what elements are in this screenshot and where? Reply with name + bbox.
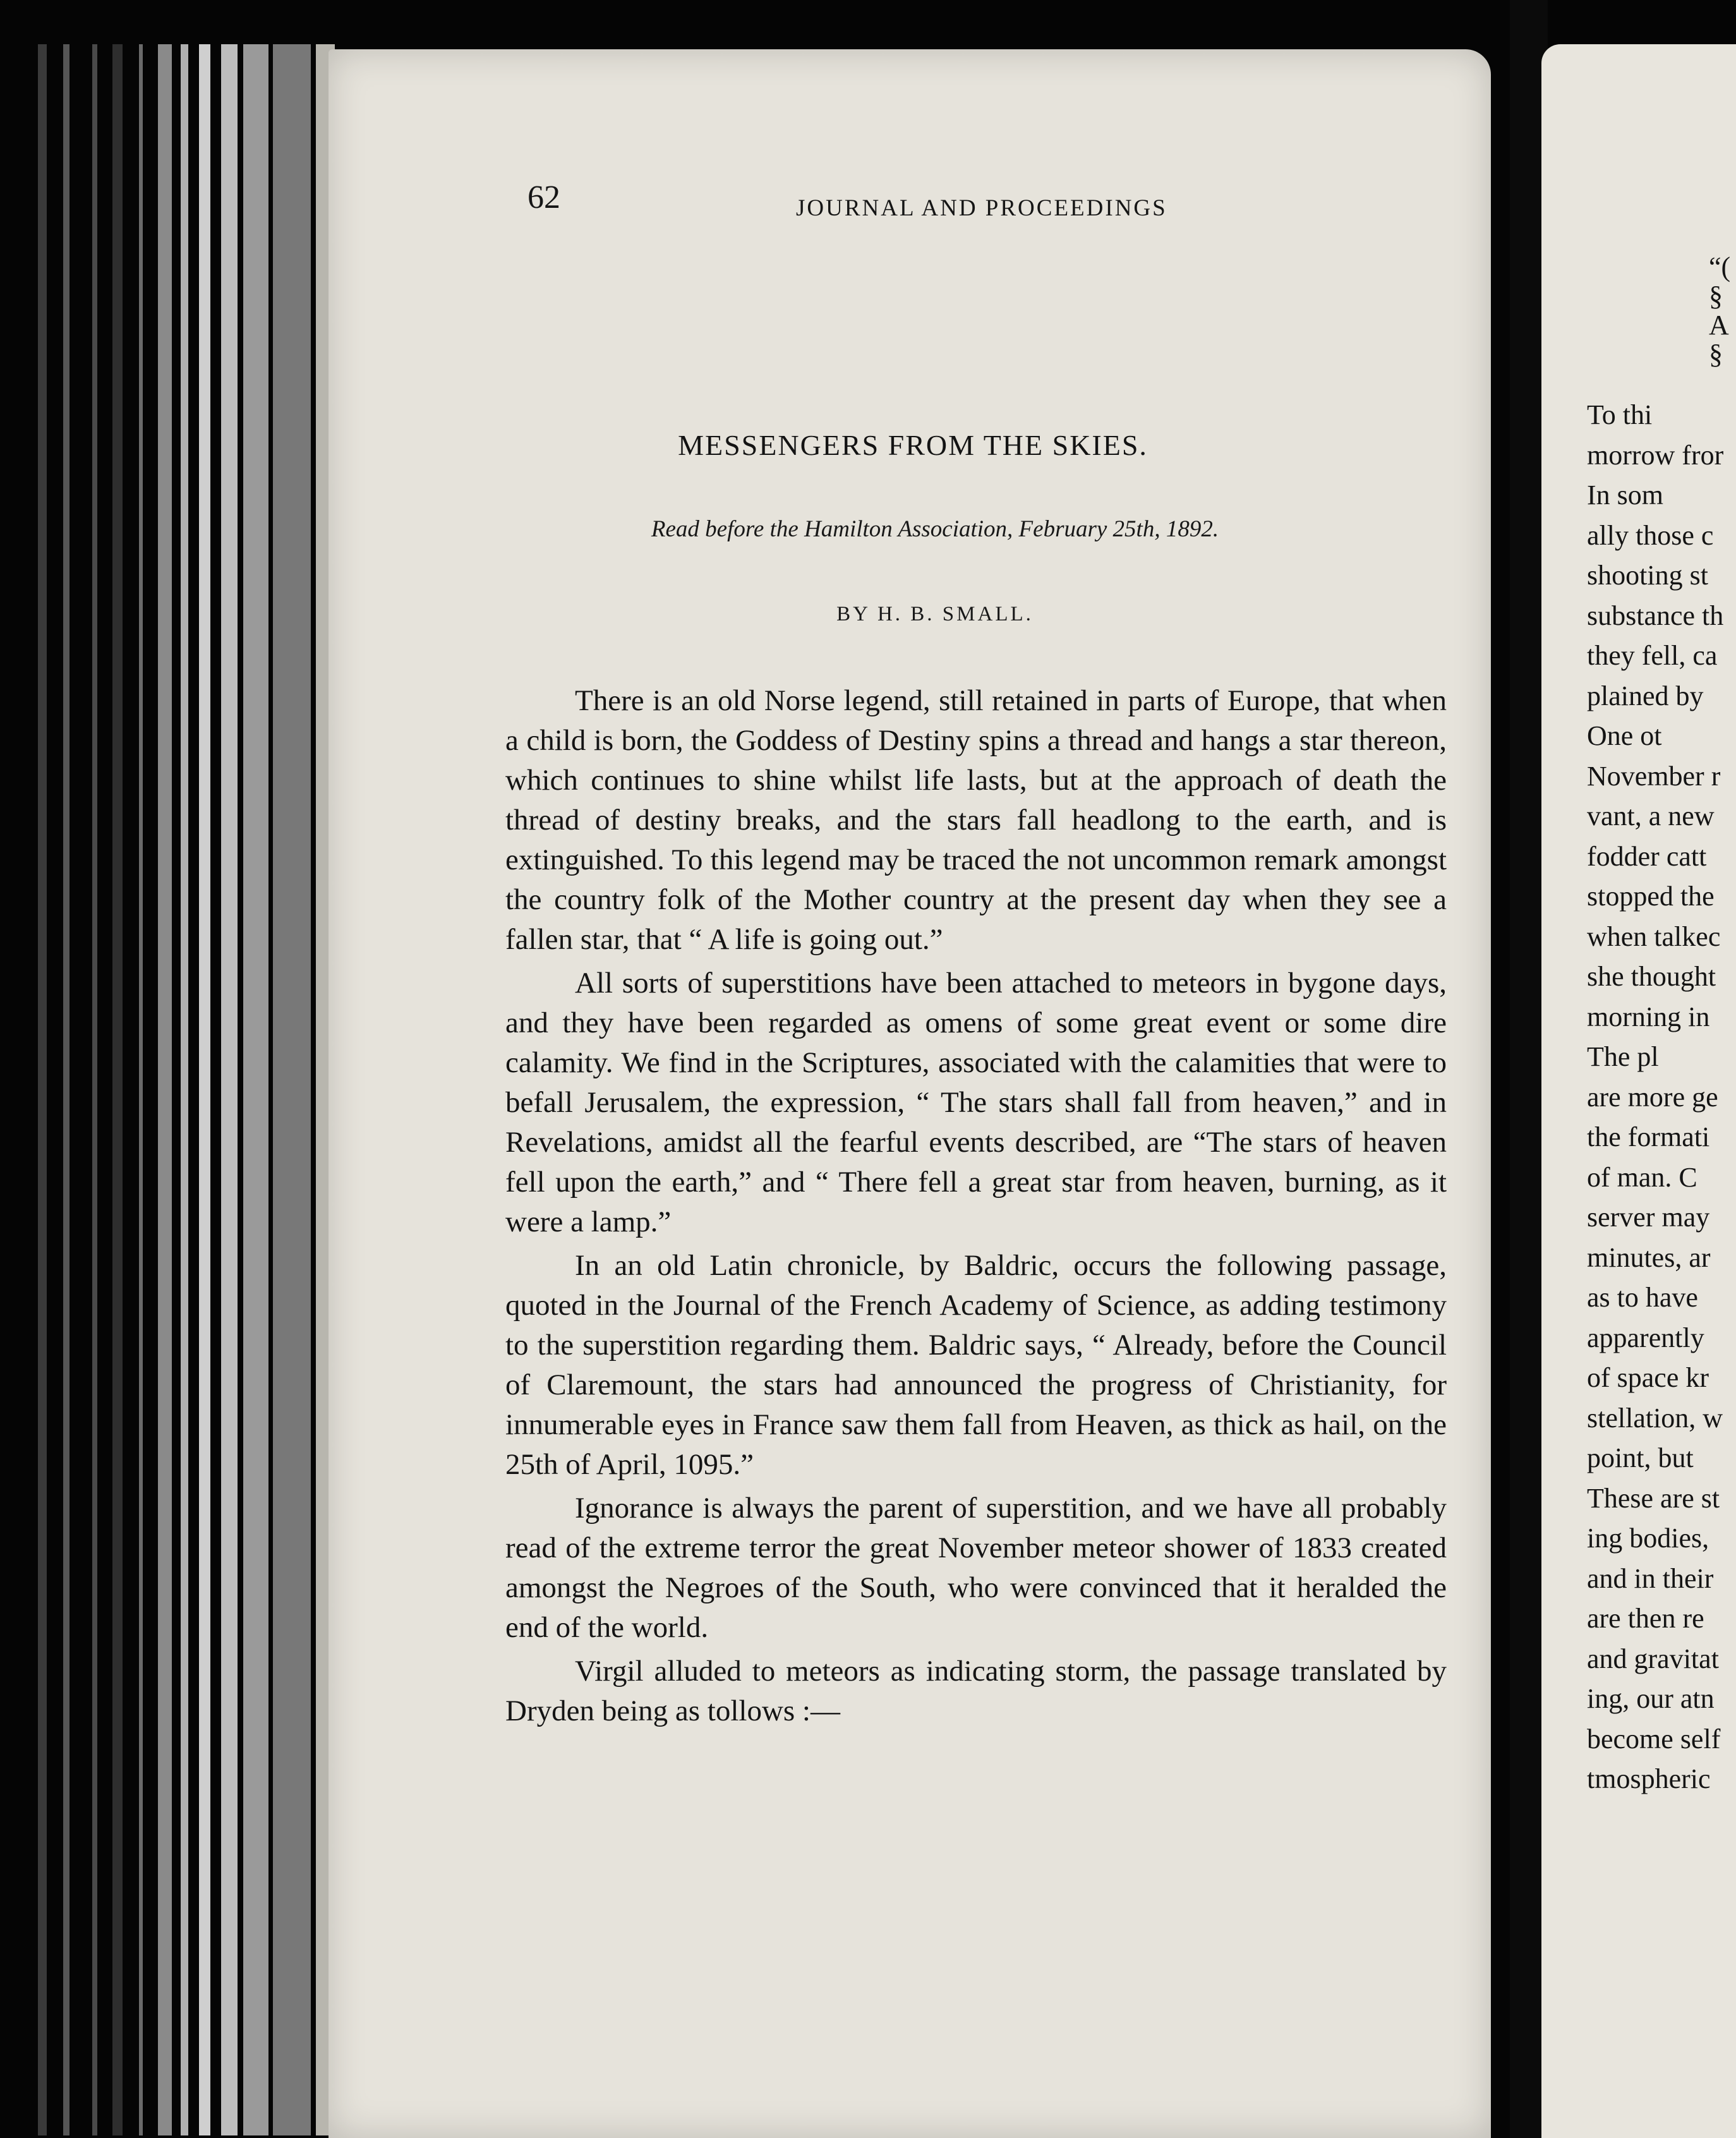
paragraph: All sorts of superstitions have been attached to meteors in bygone days, and they have been regarded as omens of some great event or some dire calamity. We find in the Scriptures, associated with the calamities that were to befall Jerusalem, the expression, “ The stars shall fall from heaven,” and in Revelations, amidst all the fearful events described, are “The stars of heaven fell upon the earth,” and “ There fell a great star from heaven, burning, as it were a lamp.” bbox=[505, 967, 1447, 1238]
facing-page-text bbox=[1587, 395, 1736, 1799]
running-head: JOURNAL AND PROCEEDINGS bbox=[796, 195, 1167, 221]
facing-page-line: they fell, ca bbox=[1587, 640, 1718, 671]
facing-page-line: ing bodies, bbox=[1587, 1523, 1709, 1554]
facing-page-line: tmospheric bbox=[1587, 1763, 1711, 1794]
facing-page-line: are then re bbox=[1587, 1603, 1704, 1634]
facing-page-line: morning in bbox=[1587, 1001, 1710, 1032]
facing-page-line: November r bbox=[1587, 760, 1721, 792]
facing-page bbox=[1541, 44, 1736, 2138]
facing-page-line: of space kr bbox=[1587, 1362, 1709, 1393]
facing-page-line: shooting st bbox=[1587, 560, 1708, 591]
article-body bbox=[505, 681, 1447, 1735]
article-subtitle: Read before the Hamilton Association, February 25th, 1892. bbox=[651, 516, 1219, 542]
facing-page-line: the formati bbox=[1587, 1121, 1710, 1152]
facing-page-line: she thought bbox=[1587, 961, 1716, 992]
facing-page-line: plained by bbox=[1587, 680, 1704, 711]
paragraph: Ignorance is always the parent of superstition, and we have all probably read of the extreme terror the great November meteor shower of 1833 created amongst the Negroes of the South, who were convinced that it heralded the end of the world. bbox=[505, 1492, 1447, 1644]
facing-page-line: morrow fror bbox=[1587, 439, 1724, 471]
journal-page bbox=[329, 49, 1491, 2138]
facing-page-line: To thi bbox=[1587, 399, 1653, 430]
facing-page-line: point, but bbox=[1587, 1442, 1694, 1473]
facing-page-top-fragments bbox=[1709, 253, 1730, 369]
facing-page-line: apparently bbox=[1587, 1322, 1704, 1353]
facing-page-line: become self bbox=[1587, 1723, 1721, 1754]
facing-page-line: and gravitat bbox=[1587, 1643, 1719, 1674]
facing-page-line: One ot bbox=[1587, 720, 1662, 751]
facing-page-line: substance th bbox=[1587, 600, 1724, 631]
facing-page-line: as to have bbox=[1587, 1282, 1698, 1313]
facing-page-line: ing, our atn bbox=[1587, 1683, 1715, 1714]
facing-page-line: fodder catt bbox=[1587, 840, 1707, 872]
page-number: 62 bbox=[527, 179, 560, 215]
facing-page-line: minutes, ar bbox=[1587, 1241, 1711, 1273]
facing-page-line: These are st bbox=[1587, 1482, 1720, 1514]
paragraph: In an old Latin chronicle, by Baldric, occurs the following passage, quoted in the Journal of the French Academy of Science, as adding testimony to the superstition regarding them. Baldric says, “ Already, before the Council of Claremount, the stars had announced the progress of Christianity, for innumerable eyes in France saw them fall from Heaven, as thick as hail, on the 25th of April, 1095.” bbox=[505, 1249, 1447, 1481]
paragraph: There is an old Norse legend, still retained in parts of Europe, that when a child is born, the Goddess of Destiny spins a thread and hangs a star thereon, which continues to shine whilst life lasts, but at the approach of death the thread of destiny breaks, and the stars fall headlong to the earth, and is extinguished. To this legend may be traced the not uncommon remark amongst the country folk of the Mother country at the present day when they see a fallen star, that “ A life is going out.” bbox=[505, 684, 1447, 956]
facing-page-line: of man. C bbox=[1587, 1161, 1697, 1193]
article-byline: BY H. B. SMALL. bbox=[836, 603, 1034, 625]
facing-page-line: are more ge bbox=[1587, 1081, 1718, 1113]
facing-page-line: when talkec bbox=[1587, 921, 1721, 952]
fragment: § bbox=[1709, 339, 1723, 370]
facing-page-line: and in their bbox=[1587, 1562, 1714, 1594]
article-title: MESSENGERS FROM THE SKIES. bbox=[678, 429, 1148, 461]
facing-page-line: In som bbox=[1587, 480, 1663, 510]
facing-page-line: stopped the bbox=[1587, 881, 1715, 912]
facing-page-line: The pl bbox=[1587, 1041, 1659, 1072]
fragment: A bbox=[1709, 310, 1729, 341]
facing-page-line: stellation, w bbox=[1587, 1402, 1723, 1434]
facing-page-line: server may bbox=[1587, 1202, 1710, 1233]
book-page-edges bbox=[38, 44, 335, 2135]
paragraph: Virgil alluded to meteors as indicating storm, the passage translated by Dryden being as tollows :— bbox=[505, 1655, 1447, 1727]
facing-page-line: ally those c bbox=[1587, 519, 1714, 551]
facing-page-line: vant, a new bbox=[1587, 800, 1715, 831]
fragment: “( bbox=[1709, 251, 1731, 282]
fragment: § bbox=[1709, 281, 1723, 311]
